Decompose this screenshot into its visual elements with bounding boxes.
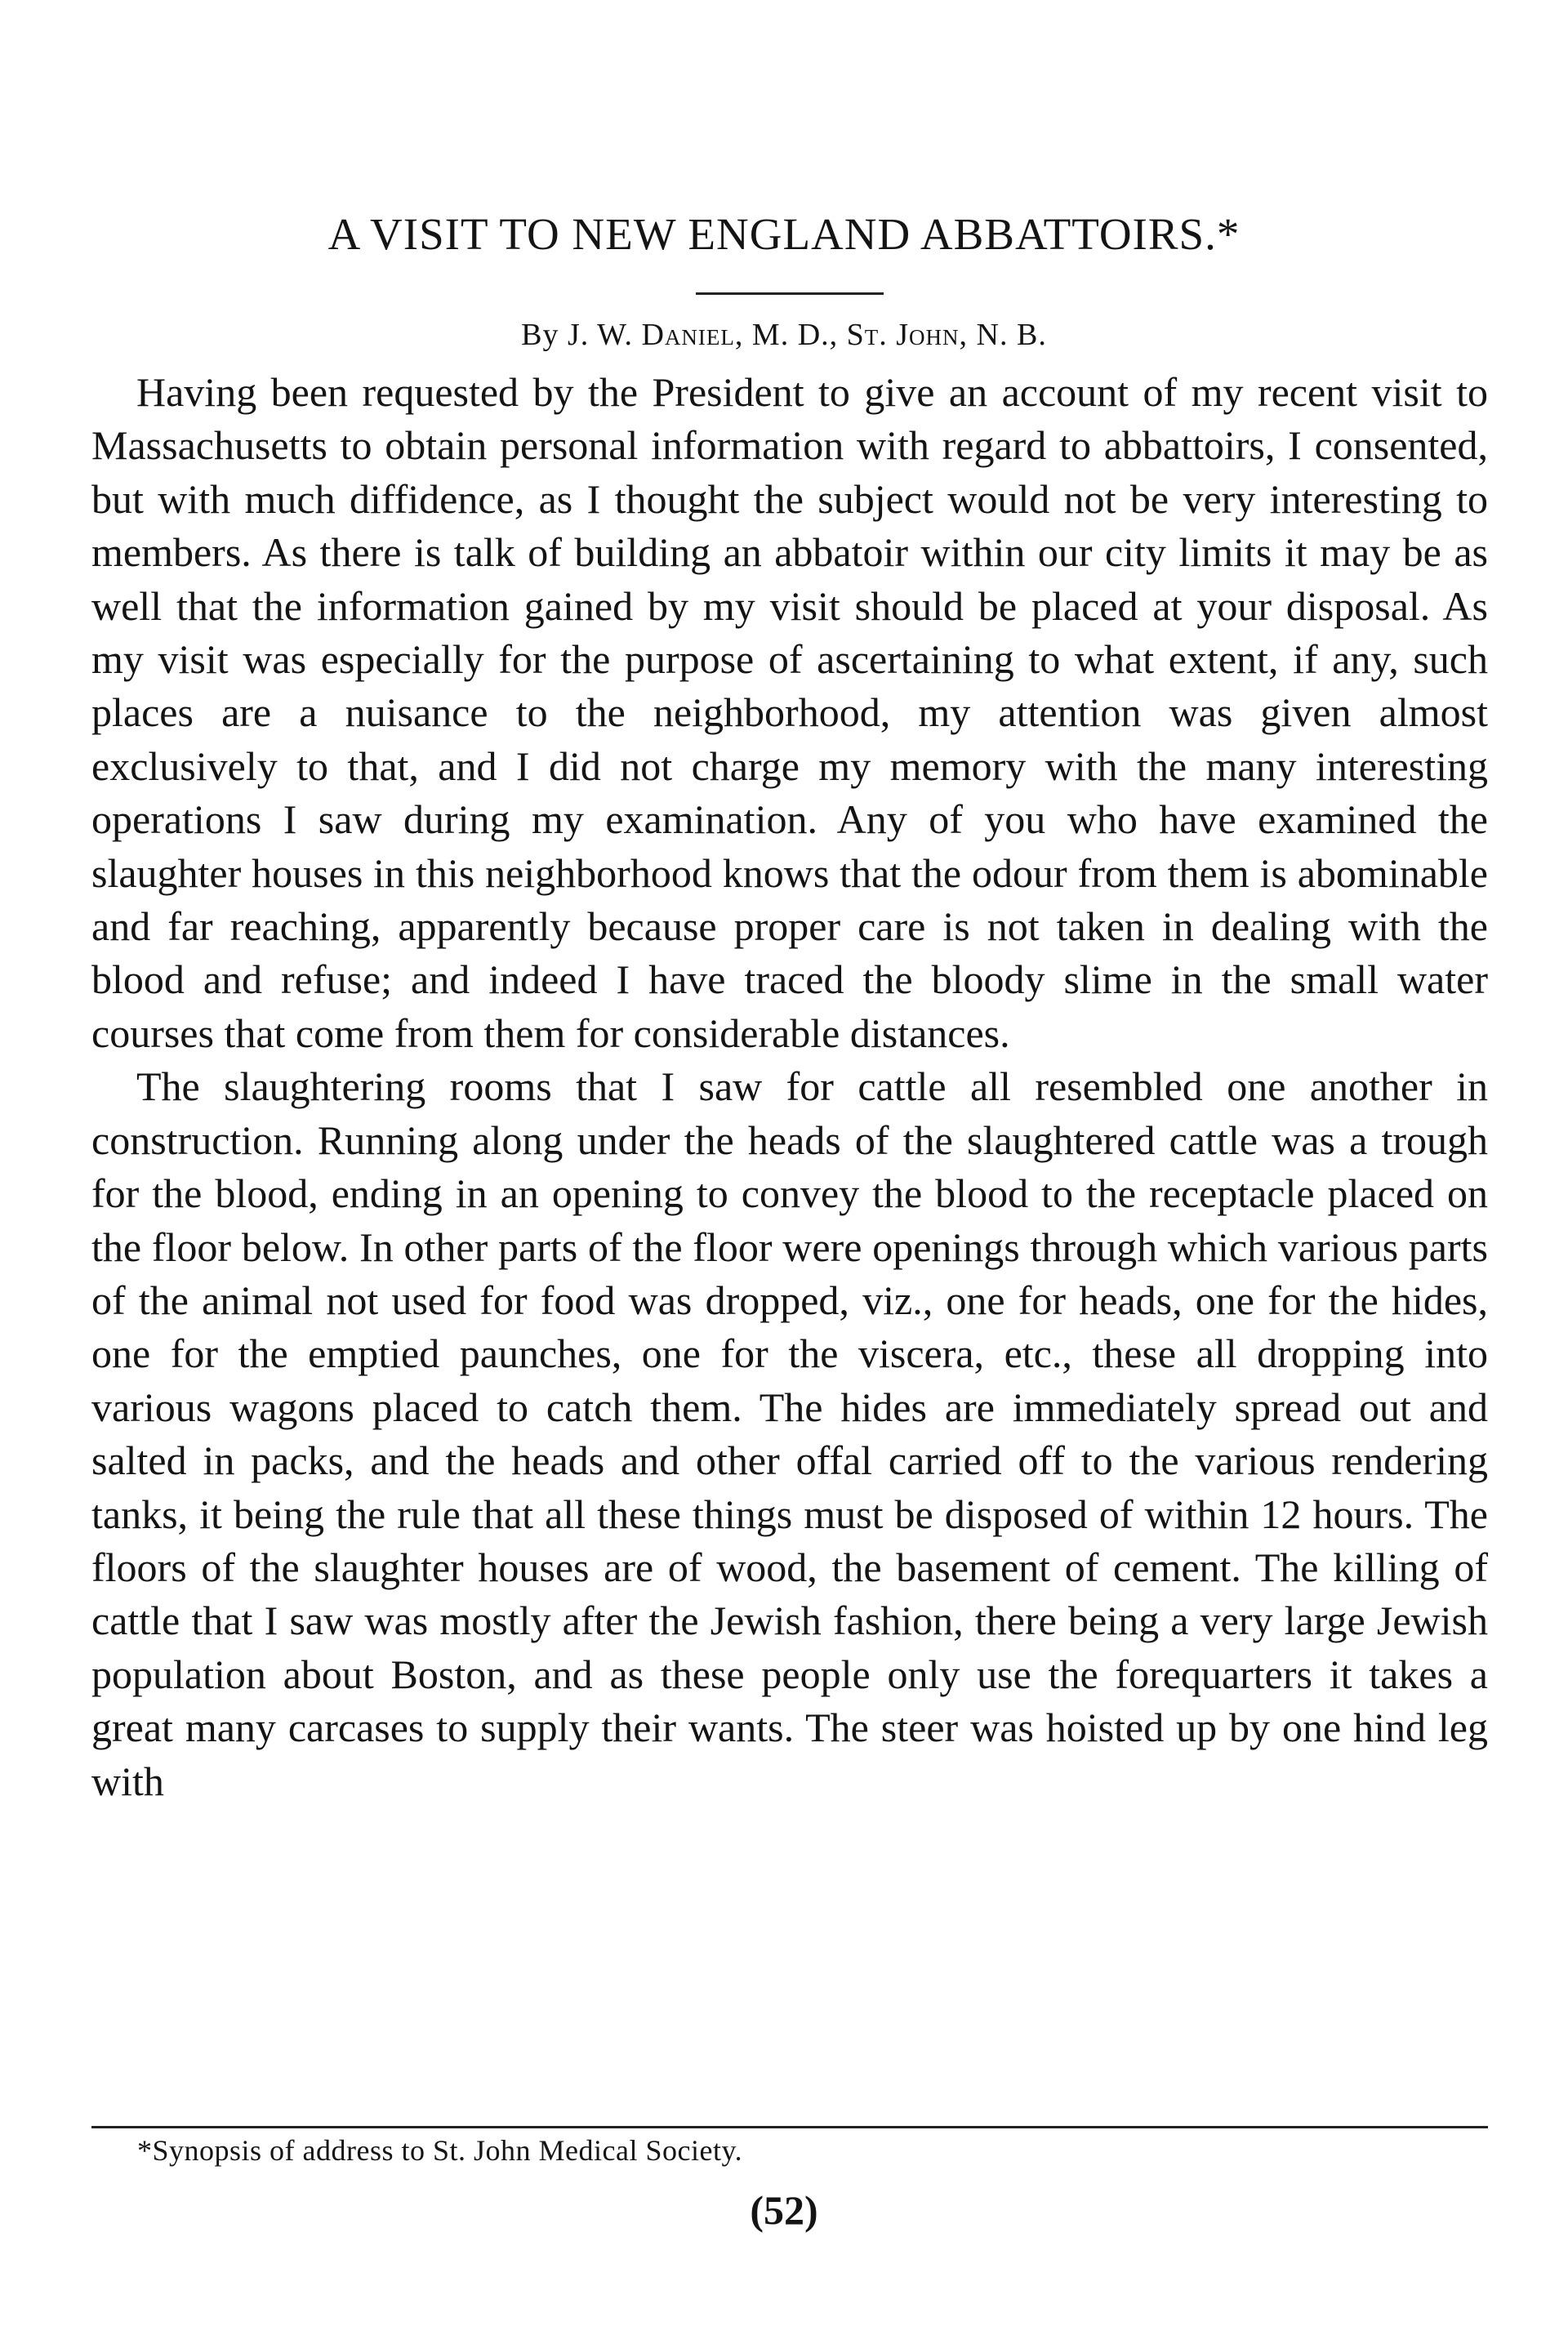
paragraph-2: The slaughtering rooms that I saw for cattle all resembled one another in construction. Running along under the heads of the slaughtered cattle was a trough for the blood, ending in an opening to convey the blood to the receptacle placed on the floor below. In other parts of the floor were openings through which various parts of the animal not used for food was dropped, viz., one for heads, one for the hides, one for the emptied paunches, one for the viscera, etc., these all dropping into various wagons placed to catch them. The hides are immediately spread out and salted in packs, and the heads and other offal carried off to the various rendering tanks, it being the rule that all these things must be disposed of within 12 hours. The floors of the slaughter houses are of wood, the basement of cement. The killing of cattle that I saw was mostly after the Jewish fashion, there being a very large Jewish population about Boston, and as these people only use the forequarters it takes a great many carcases to supply their wants. The steer was hoisted up by one hind leg with (91, 1063, 1488, 1804)
article-title: A VISIT TO NEW ENGLAND ABBATTOIRS.* (327, 209, 1241, 259)
author-name: J. W. Daniel, M. D., St. John, N. B. (568, 318, 1047, 352)
byline-prefix: By (521, 318, 568, 352)
paragraph-1: Having been requested by the President to give an account of my recent visit to Massachusetts to obtain personal information with regard to abbattoirs, I consented, but with much diffidence, as I thought the subject would not be very interesting to members. As there is talk of building an abbatoir within our city limits it may be as well that the information gained by my visit should be placed at your disposal. As my visit was especially for the purpose of ascertaining to what extent, if any, such places are a nuisance to the neighborhood, my attention was given almost exclusively to that, and I did not charge my memory with the many interesting operations I saw during my examination. Any of you who have examined the slaughter houses in this neighborhood knows that the odour from them is abominable and far reaching, apparently because proper care is not taken in dealing with the blood and refuse; and indeed I have traced the bloody slime in the small water courses that come from them for considerable distances. (91, 369, 1488, 1056)
title-divider (696, 292, 884, 295)
footnote-divider (91, 2126, 1488, 2128)
page-number: (52) (750, 2187, 818, 2233)
author-byline (0, 317, 1568, 353)
article-body (91, 366, 1488, 1808)
footnote: *Synopsis of address to St. John Medical Society. (137, 2134, 743, 2167)
